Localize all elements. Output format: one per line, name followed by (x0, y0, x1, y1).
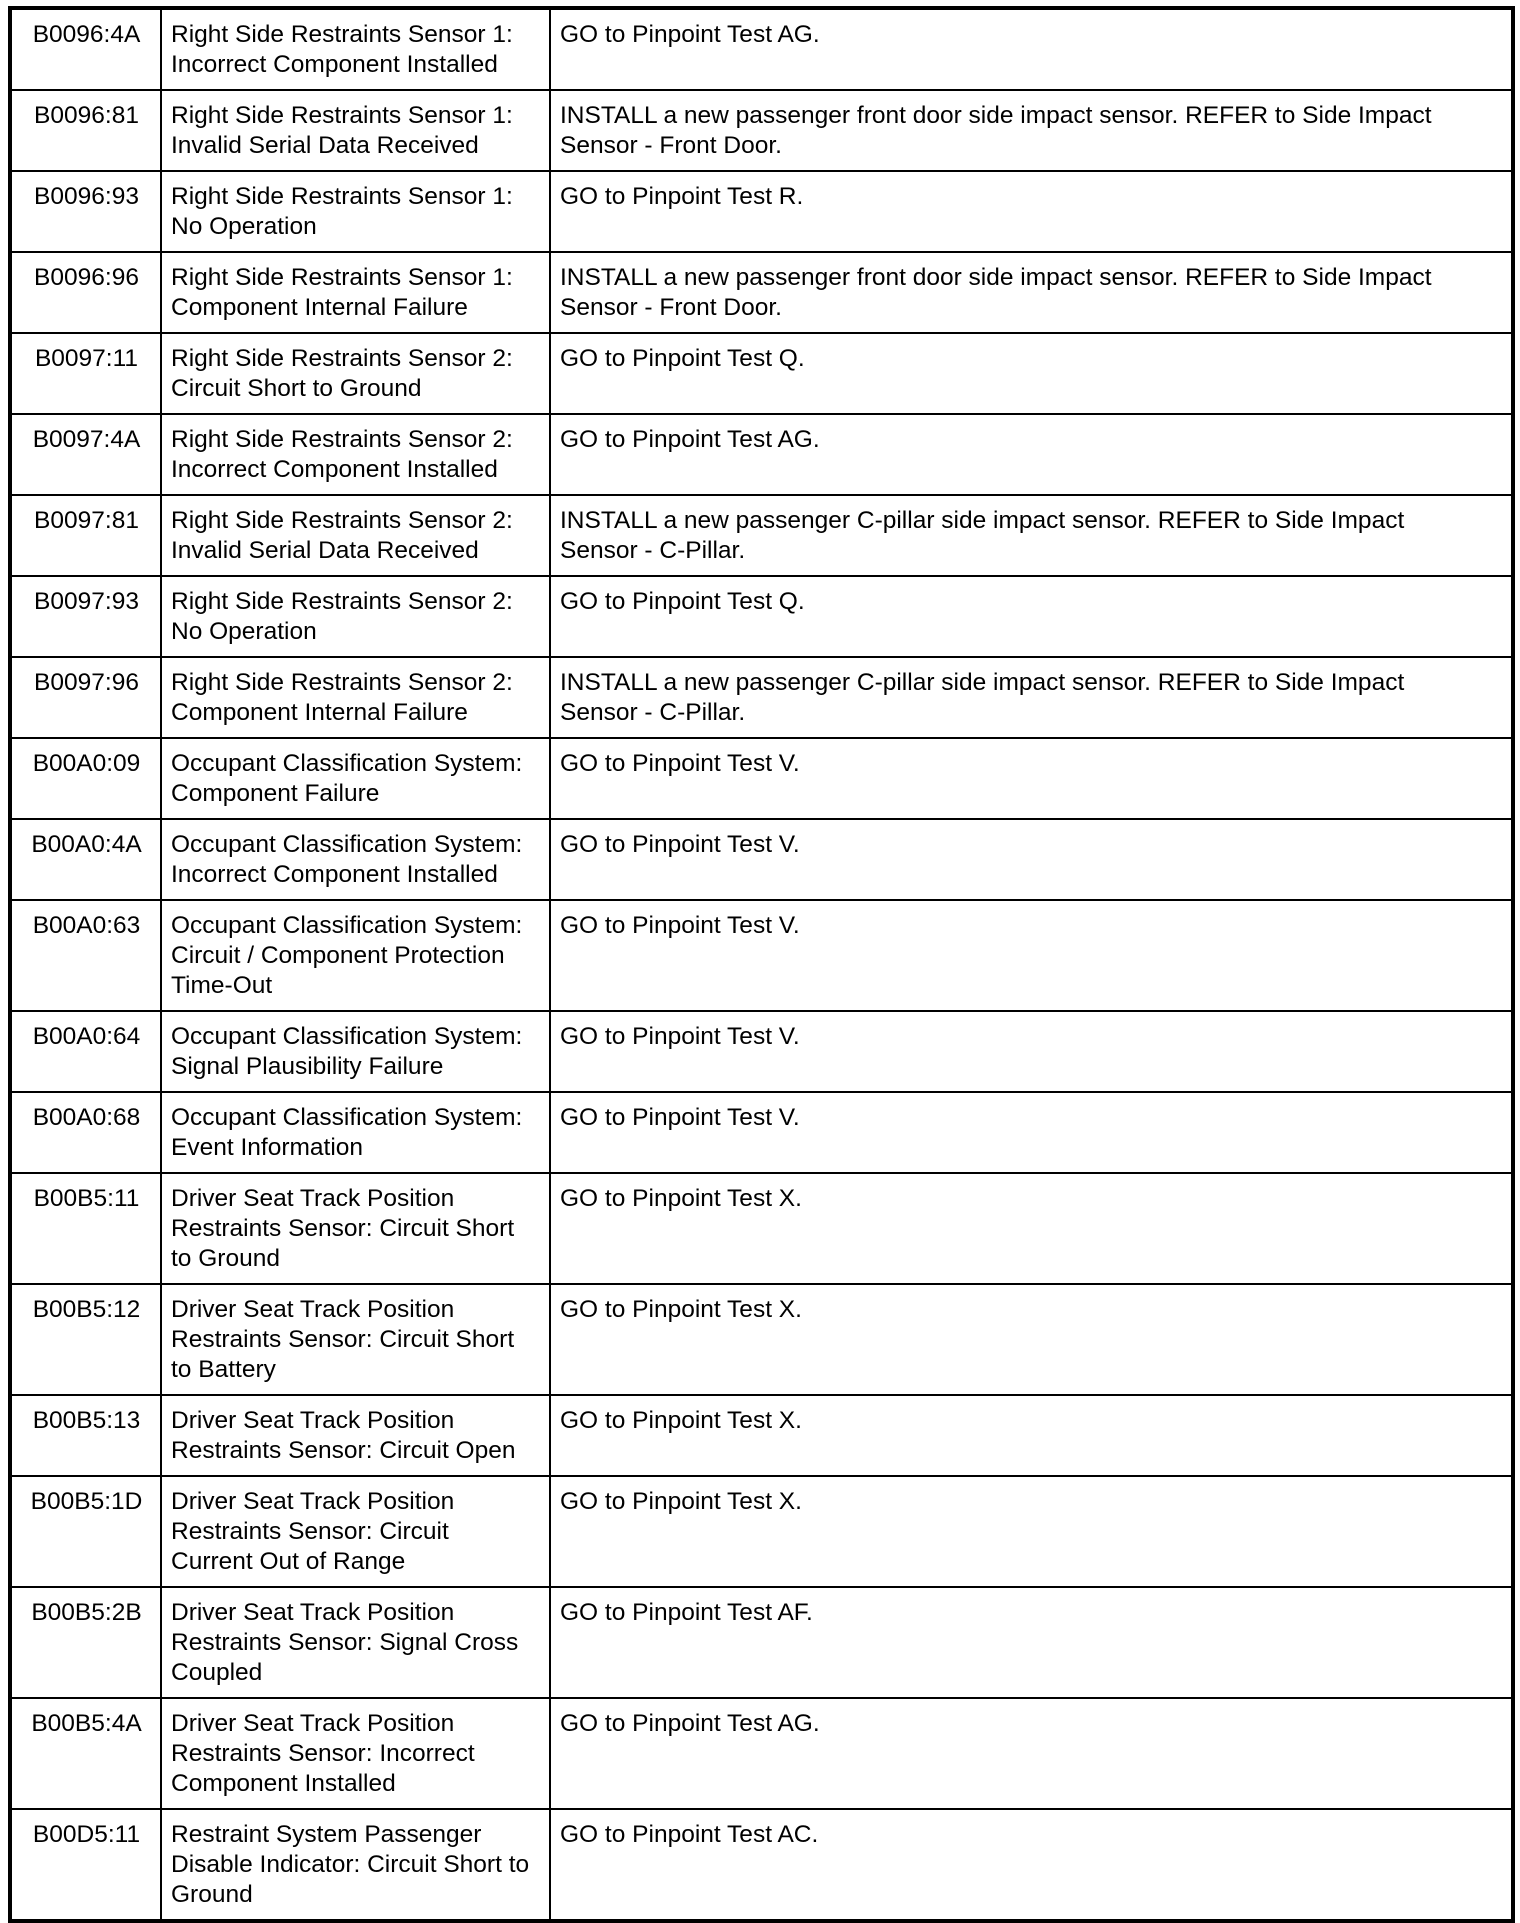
table-row (10, 900, 1513, 1011)
dtc-code: B00B5:13 (10, 1395, 161, 1476)
dtc-code: B0096:81 (10, 90, 161, 171)
dtc-code: B00A0:63 (10, 900, 161, 1011)
dtc-action: GO to Pinpoint Test V. (550, 819, 1513, 900)
dtc-code: B0096:93 (10, 171, 161, 252)
table-row (10, 90, 1513, 171)
dtc-action: INSTALL a new passenger C-pillar side impact sensor. REFER to Side Impact Sensor - C-Pillar. (550, 657, 1513, 738)
dtc-action: GO to Pinpoint Test R. (550, 171, 1513, 252)
table-row (10, 1173, 1513, 1284)
dtc-description: Right Side Restraints Sensor 1: No Operation (161, 171, 550, 252)
dtc-description: Right Side Restraints Sensor 2: Invalid Serial Data Received (161, 495, 550, 576)
table-row (10, 657, 1513, 738)
dtc-code: B0097:11 (10, 333, 161, 414)
table-row (10, 495, 1513, 576)
dtc-description: Right Side Restraints Sensor 2: Incorrect Component Installed (161, 414, 550, 495)
dtc-action: GO to Pinpoint Test AG. (550, 8, 1513, 90)
dtc-action: GO to Pinpoint Test Q. (550, 576, 1513, 657)
dtc-code: B0097:93 (10, 576, 161, 657)
dtc-code: B00B5:4A (10, 1698, 161, 1809)
dtc-code: B00A0:68 (10, 1092, 161, 1173)
dtc-action: GO to Pinpoint Test AG. (550, 414, 1513, 495)
dtc-description: Right Side Restraints Sensor 2: Circuit Short to Ground (161, 333, 550, 414)
table-row (10, 738, 1513, 819)
table-row (10, 333, 1513, 414)
dtc-action: GO to Pinpoint Test V. (550, 738, 1513, 819)
dtc-code: B00B5:2B (10, 1587, 161, 1698)
dtc-description: Occupant Classification System: Event Information (161, 1092, 550, 1173)
dtc-action: GO to Pinpoint Test X. (550, 1476, 1513, 1587)
dtc-description: Driver Seat Track Position Restraints Sensor: Incorrect Component Installed (161, 1698, 550, 1809)
table-row (10, 819, 1513, 900)
dtc-code: B0097:96 (10, 657, 161, 738)
table-row (10, 1587, 1513, 1698)
dtc-action: GO to Pinpoint Test AG. (550, 1698, 1513, 1809)
dtc-action: INSTALL a new passenger front door side impact sensor. REFER to Side Impact Sensor - Front Door. (550, 252, 1513, 333)
dtc-description: Occupant Classification System: Incorrect Component Installed (161, 819, 550, 900)
dtc-description: Occupant Classification System: Circuit / Component Protection Time-Out (161, 900, 550, 1011)
dtc-table (8, 6, 1515, 1923)
dtc-description: Right Side Restraints Sensor 1: Invalid Serial Data Received (161, 90, 550, 171)
dtc-table-body (10, 8, 1513, 1921)
dtc-code: B00B5:12 (10, 1284, 161, 1395)
dtc-description: Occupant Classification System: Signal Plausibility Failure (161, 1011, 550, 1092)
table-row (10, 1809, 1513, 1921)
dtc-description: Driver Seat Track Position Restraints Sensor: Circuit Current Out of Range (161, 1476, 550, 1587)
table-row (10, 8, 1513, 90)
dtc-action: GO to Pinpoint Test Q. (550, 333, 1513, 414)
dtc-code: B0096:4A (10, 8, 161, 90)
dtc-code: B0097:81 (10, 495, 161, 576)
dtc-action: GO to Pinpoint Test X. (550, 1284, 1513, 1395)
dtc-code: B00A0:64 (10, 1011, 161, 1092)
dtc-code: B00D5:11 (10, 1809, 161, 1921)
table-row (10, 1011, 1513, 1092)
table-row (10, 1395, 1513, 1476)
dtc-code: B0096:96 (10, 252, 161, 333)
table-row (10, 171, 1513, 252)
table-row (10, 1698, 1513, 1809)
dtc-description: Right Side Restraints Sensor 2: No Operation (161, 576, 550, 657)
dtc-description: Right Side Restraints Sensor 1: Component Internal Failure (161, 252, 550, 333)
dtc-code: B0097:4A (10, 414, 161, 495)
table-row (10, 414, 1513, 495)
dtc-action: GO to Pinpoint Test V. (550, 1092, 1513, 1173)
dtc-code: B00B5:1D (10, 1476, 161, 1587)
dtc-code: B00A0:09 (10, 738, 161, 819)
dtc-action: GO to Pinpoint Test X. (550, 1173, 1513, 1284)
table-row (10, 1284, 1513, 1395)
dtc-description: Restraint System Passenger Disable Indicator: Circuit Short to Ground (161, 1809, 550, 1921)
dtc-code: B00B5:11 (10, 1173, 161, 1284)
dtc-action: GO to Pinpoint Test AC. (550, 1809, 1513, 1921)
dtc-action: GO to Pinpoint Test V. (550, 900, 1513, 1011)
dtc-description: Occupant Classification System: Component Failure (161, 738, 550, 819)
dtc-action: GO to Pinpoint Test X. (550, 1395, 1513, 1476)
dtc-action: INSTALL a new passenger front door side impact sensor. REFER to Side Impact Sensor - Front Door. (550, 90, 1513, 171)
table-row (10, 1476, 1513, 1587)
dtc-description: Right Side Restraints Sensor 1: Incorrect Component Installed (161, 8, 550, 90)
dtc-description: Driver Seat Track Position Restraints Sensor: Circuit Short to Battery (161, 1284, 550, 1395)
dtc-action: INSTALL a new passenger C-pillar side impact sensor. REFER to Side Impact Sensor - C-Pillar. (550, 495, 1513, 576)
dtc-description: Right Side Restraints Sensor 2: Component Internal Failure (161, 657, 550, 738)
dtc-code: B00A0:4A (10, 819, 161, 900)
table-row (10, 1092, 1513, 1173)
dtc-action: GO to Pinpoint Test AF. (550, 1587, 1513, 1698)
dtc-action: GO to Pinpoint Test V. (550, 1011, 1513, 1092)
dtc-description: Driver Seat Track Position Restraints Sensor: Circuit Short to Ground (161, 1173, 550, 1284)
document-page (8, 6, 1511, 1923)
table-row (10, 252, 1513, 333)
dtc-description: Driver Seat Track Position Restraints Sensor: Signal Cross Coupled (161, 1587, 550, 1698)
dtc-description: Driver Seat Track Position Restraints Sensor: Circuit Open (161, 1395, 550, 1476)
table-row (10, 576, 1513, 657)
